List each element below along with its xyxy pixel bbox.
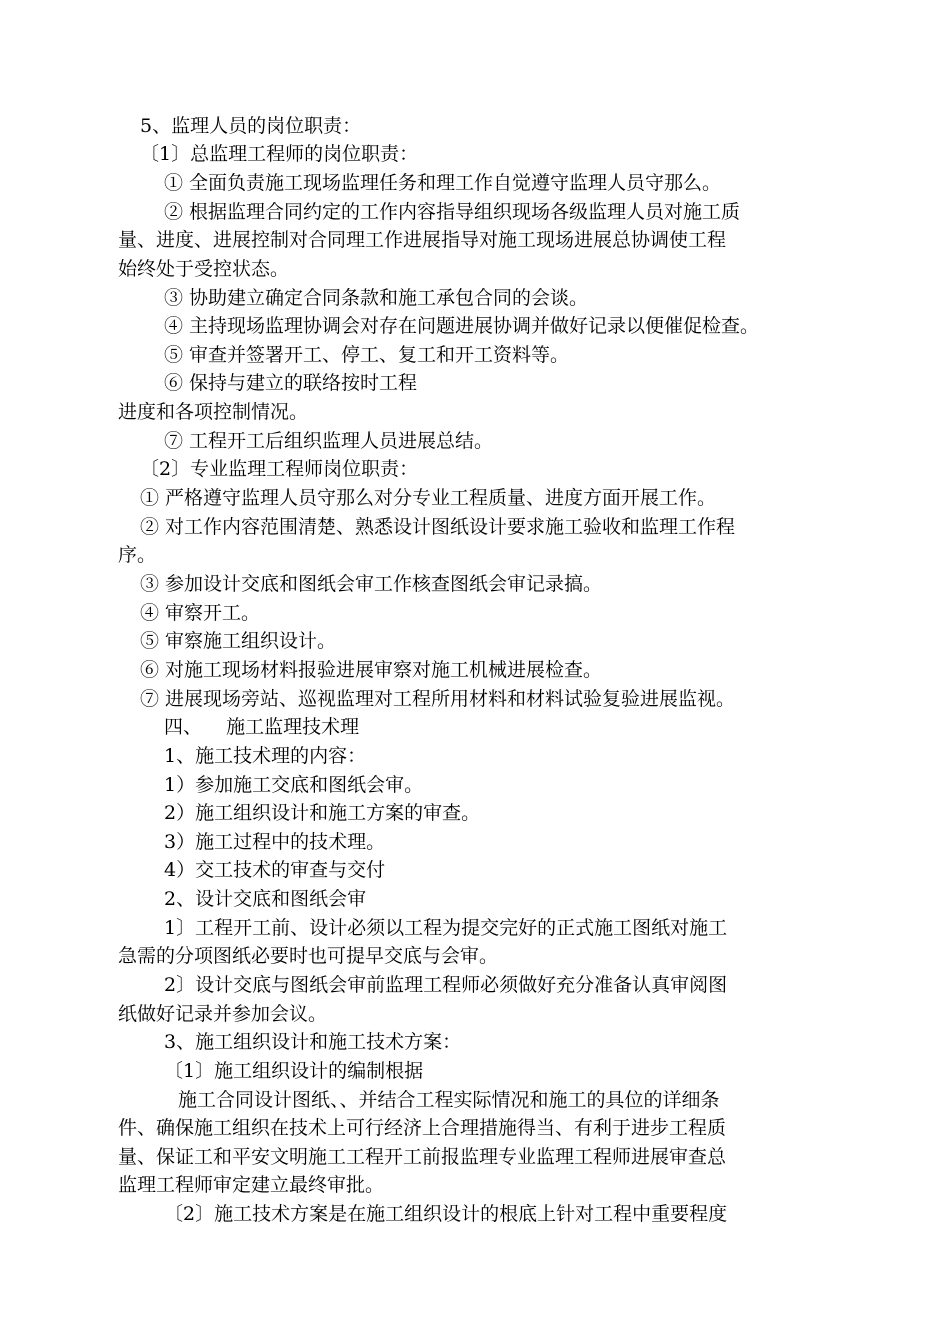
text-line: ① 严格遵守监理人员守那么对分专业工程质量、进度方面开展工作。 bbox=[140, 487, 717, 509]
text-line: 件、确保施工组织在技术上可行经济上合理措施得当、有利于进步工程质 bbox=[118, 1117, 727, 1139]
text-line: ⑥ 对施工现场材料报验进展审察对施工机械进展检查。 bbox=[140, 659, 603, 681]
text-line: 4）交工技术的审查与交付 bbox=[164, 859, 386, 881]
text-line: 监理工程师审定建立最终审批。 bbox=[118, 1174, 385, 1196]
text-line: 3、施工组织设计和施工技术方案： bbox=[164, 1031, 462, 1053]
text-line: 5、监理人员的岗位职责： bbox=[140, 115, 362, 137]
text-line: 2〕设计交底与图纸会审前监理工程师必须做好充分准备认真审阅图 bbox=[164, 974, 728, 996]
section-heading: 四、 施工监理技术理 bbox=[164, 716, 360, 738]
text-line: 1〕工程开工前、设计必须以工程为提交完好的正式施工图纸对施工 bbox=[164, 917, 728, 939]
text-line: 1）参加施工交底和图纸会审。 bbox=[164, 774, 424, 796]
text-line: 3）施工过程中的技术理。 bbox=[164, 831, 386, 853]
text-line: 进度和各项控制情况。 bbox=[118, 401, 309, 423]
text-line: 始终处于受控状态。 bbox=[118, 258, 290, 280]
text-line: 〔1〕施工组织设计的编制根据 bbox=[164, 1060, 424, 1082]
text-line: ④ 主持现场监理协调会对存在问题进展协调并做好记录以便催促检查。 bbox=[164, 315, 760, 337]
text-line: ⑥ 保持与建立的联络按时工程 bbox=[164, 372, 418, 394]
text-line: 2、设计交底和图纸会审 bbox=[164, 888, 367, 910]
text-line: ② 对工作内容范围清楚、熟悉设计图纸设计要求施工验收和监理工作程 bbox=[140, 516, 736, 538]
text-line: 2）施工组织设计和施工方案的审查。 bbox=[164, 802, 481, 824]
text-line: 施工合同设计图纸、、并结合工程实际情况和施工的具位的详细条 bbox=[178, 1089, 720, 1111]
text-line: 量、进度、进展控制对合同理工作进展指导对施工现场进展总协调使工程 bbox=[118, 229, 727, 251]
text-line: 纸做好记录并参加会议。 bbox=[118, 1003, 328, 1025]
text-line: 量、保证工和平安文明施工工程开工前报监理专业监理工程师进展审查总 bbox=[118, 1146, 727, 1168]
text-line: ⑦ 工程开工后组织监理人员进展总结。 bbox=[164, 430, 494, 452]
text-line: ⑦ 进展现场旁站、巡视监理对工程所用材料和材料试验复验进展监视。 bbox=[140, 688, 736, 710]
text-line: ③ 参加设计交底和图纸会审工作核查图纸会审记录搞。 bbox=[140, 573, 603, 595]
text-line: ③ 协助建立确定合同条款和施工承包合同的会谈。 bbox=[164, 287, 589, 309]
text-line: 1、施工技术理的内容： bbox=[164, 745, 367, 767]
text-line: 序。 bbox=[118, 544, 157, 566]
text-line: ⑤ 审查并签署开工、停工、复工和开工资料等。 bbox=[164, 344, 570, 366]
text-line: 急需的分项图纸必要时也可提早交底与会审。 bbox=[118, 945, 499, 967]
text-line: ⑤ 审察施工组织设计。 bbox=[140, 630, 337, 652]
text-line: 〔1〕总监理工程师的岗位职责： bbox=[140, 143, 419, 165]
text-line: 〔2〕施工技术方案是在施工组织设计的根底上针对工程中重要程度 bbox=[164, 1203, 728, 1225]
text-line: ① 全面负责施工现场监理任务和理工作自觉遵守监理人员守那么。 bbox=[164, 172, 722, 194]
text-line: 〔2〕专业监理工程师岗位职责： bbox=[140, 458, 419, 480]
text-line: ④ 审察开工。 bbox=[140, 602, 261, 624]
text-line: ② 根据监理合同约定的工作内容指导组织现场各级监理人员对施工质 bbox=[164, 201, 741, 223]
